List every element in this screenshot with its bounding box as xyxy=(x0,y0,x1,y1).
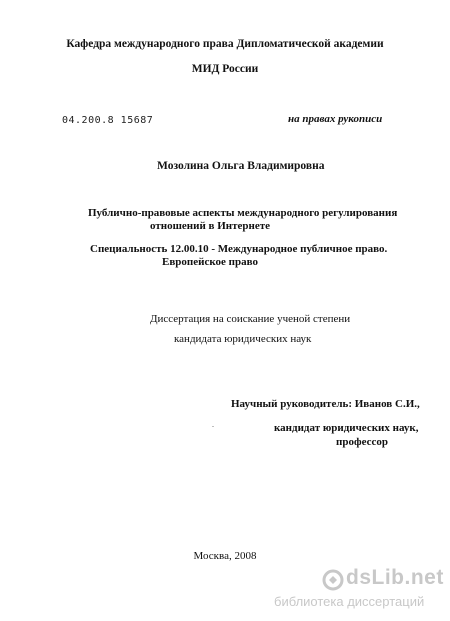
dslib-logo-icon xyxy=(322,569,344,591)
supervisor-line2: кандидат юридических наук, xyxy=(274,422,419,434)
specialty-line1: Специальность 12.00.10 - Международное публичное право. xyxy=(90,243,388,255)
place-year: Москва, 2008 xyxy=(193,550,257,562)
supervisor-line3: профессор xyxy=(336,436,388,448)
watermark-brand: dsLib.net xyxy=(346,566,444,589)
specialty-line2: Европейское право xyxy=(162,256,258,268)
department-heading: Кафедра международного права Дипломатической академии xyxy=(66,38,384,50)
stray-dot: . xyxy=(212,420,214,429)
supervisor-line1: Научный руководитель: Иванов С.И., xyxy=(231,398,420,410)
registry-stamp: 04.200.8 15687 xyxy=(62,115,154,126)
thesis-title-line2: отношений в Интернете xyxy=(150,220,271,232)
author-name: Мозолина Ольга Владимировна xyxy=(157,160,325,172)
watermark-subtitle: библиотека диссертаций xyxy=(274,594,425,609)
dslib-watermark xyxy=(274,566,444,612)
degree-line2: кандидата юридических наук xyxy=(174,333,312,345)
degree-line1: Диссертация на соискание ученой степени xyxy=(150,313,351,325)
ministry-heading: МИД России xyxy=(191,63,259,75)
manuscript-note: на правах рукописи xyxy=(288,113,383,125)
thesis-title-line1: Публично-правовые аспекты международного регулирования xyxy=(88,207,398,219)
